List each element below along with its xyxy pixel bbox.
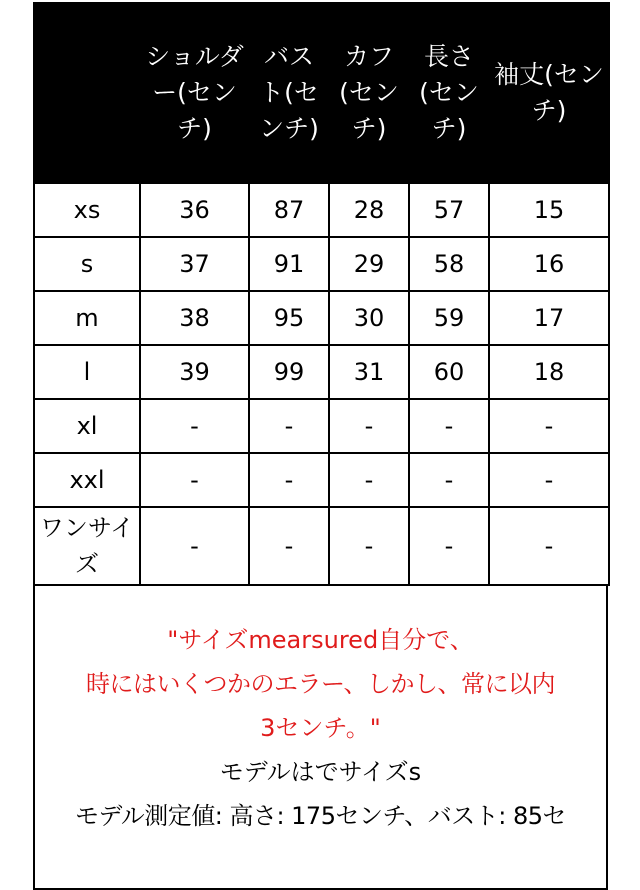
bust-value: - — [249, 453, 329, 507]
sleeve-value: 17 — [489, 291, 609, 345]
bust-value: 91 — [249, 237, 329, 291]
measurement-warning-line2: 時にはいくつかのエラー、しかし、常に以内 — [85, 670, 556, 698]
table-row — [34, 399, 609, 453]
sleeve-value: 16 — [489, 237, 609, 291]
cuff-value: - — [329, 399, 409, 453]
shoulder-value: - — [140, 399, 249, 453]
size-label: xxl — [34, 453, 140, 507]
cuff-value: 31 — [329, 345, 409, 399]
table-row — [34, 345, 609, 399]
cuff-value: - — [329, 507, 409, 585]
header-size — [34, 3, 140, 183]
table-row — [34, 183, 609, 237]
shoulder-value: - — [140, 453, 249, 507]
size-label: s — [34, 237, 140, 291]
model-size-text: モデルはでサイズs — [219, 758, 422, 786]
size-label: ワンサイズ — [34, 507, 140, 585]
shoulder-value: 39 — [140, 345, 249, 399]
header-length: 長さ(センチ) — [409, 3, 489, 183]
header-shoulder: ショルダー(センチ) — [140, 3, 249, 183]
length-value: 59 — [409, 291, 489, 345]
header-row — [34, 3, 609, 183]
length-value: - — [409, 399, 489, 453]
sleeve-value: 18 — [489, 345, 609, 399]
sleeve-value: - — [489, 399, 609, 453]
header-bust: バスト(センチ) — [249, 3, 329, 183]
shoulder-value: 37 — [140, 237, 249, 291]
model-measurements-text: モデル測定値: 高さ: 175センチ、バスト: 85セ — [74, 802, 567, 830]
size-label: l — [34, 345, 140, 399]
cuff-value: 30 — [329, 291, 409, 345]
cuff-value: - — [329, 453, 409, 507]
cuff-value: 28 — [329, 183, 409, 237]
length-value: - — [409, 507, 489, 585]
shoulder-value: 36 — [140, 183, 249, 237]
shoulder-value: - — [140, 507, 249, 585]
table-row — [34, 237, 609, 291]
bust-value: 87 — [249, 183, 329, 237]
cuff-value: 29 — [329, 237, 409, 291]
sleeve-value: - — [489, 507, 609, 585]
length-value: 58 — [409, 237, 489, 291]
table-row — [34, 291, 609, 345]
size-table — [33, 2, 610, 586]
measurement-warning-line1: "サイズmearsured自分で、 — [167, 626, 474, 654]
size-label: xs — [34, 183, 140, 237]
length-value: - — [409, 453, 489, 507]
header-cuff: カフ(センチ) — [329, 3, 409, 183]
sleeve-value: - — [489, 453, 609, 507]
table-row — [34, 453, 609, 507]
sleeve-value: 15 — [489, 183, 609, 237]
bust-value: 95 — [249, 291, 329, 345]
shoulder-value: 38 — [140, 291, 249, 345]
size-label: xl — [34, 399, 140, 453]
length-value: 57 — [409, 183, 489, 237]
size-label: m — [34, 291, 140, 345]
header-sleeve: 袖丈(センチ) — [489, 3, 609, 183]
length-value: 60 — [409, 345, 489, 399]
bust-value: - — [249, 507, 329, 585]
measurement-warning-line3: 3センチ。" — [260, 714, 381, 742]
table-row — [34, 507, 609, 585]
size-note — [33, 586, 608, 890]
bust-value: 99 — [249, 345, 329, 399]
bust-value: - — [249, 399, 329, 453]
size-chart — [33, 2, 608, 890]
